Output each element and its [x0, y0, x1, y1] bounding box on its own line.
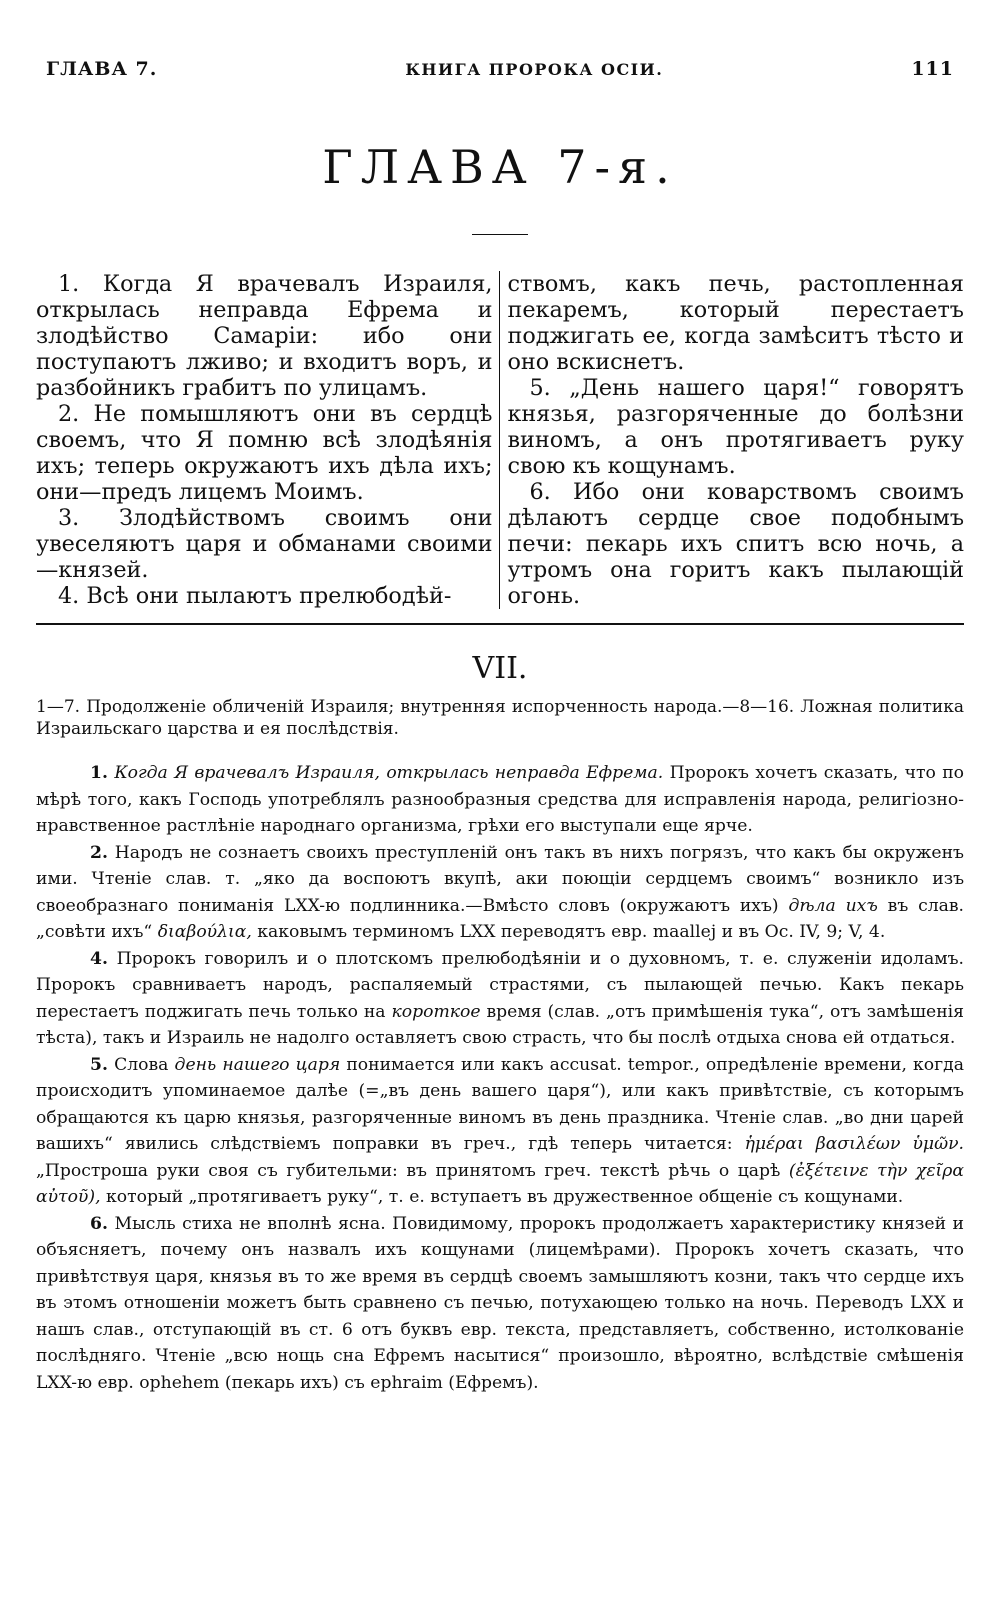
verse-5: 5. „День нашего царя!“ говорятъ князья, разгоряченные до болѣзни виномъ, а онъ протягиваетъ руку свою къ кощунамъ.	[507, 375, 964, 479]
commentary-verse-4	[36, 946, 964, 1052]
commentary-text: „Простроша руки своя съ губительми: въ принятомъ греч. текстѣ рѣчь о царѣ	[36, 1160, 781, 1181]
running-header	[36, 58, 964, 80]
verse-4: 4. Всѣ они пылаютъ прелюбодѣй-	[58, 583, 452, 609]
commentary	[36, 760, 964, 1396]
commentary-text: время (слав. „отъ примѣшенія тука“, отъ замѣшенія тѣста), такъ и Израиль не надолго оставляетъ свою страсть, что бы послѣ отдыха снова ей отдаться.	[36, 1001, 964, 1048]
commentary-text: который „протягиваетъ руку“, т. е. вступаетъ въ дружественное общеніе съ кощунами.	[106, 1187, 904, 1207]
verse-3: 3. Злодѣйствомъ своимъ они увеселяютъ царя и обманами своими—князей.	[36, 505, 493, 583]
commentary-greek: διαβούλια,	[157, 922, 252, 942]
commentary-text: каковымъ терминомъ LXX переводятъ евр. maallej и въ Ос. IV, 9; V, 4.	[257, 922, 886, 942]
header-chapter: ГЛАВА 7.	[46, 58, 158, 80]
commentary-number: 6.	[90, 1213, 108, 1234]
commentary-text: Пророкъ говорилъ и о плотскомъ прелюбодѣяніи и о духовномъ, т. е. служеніи идоламъ. Пророкъ сравниваетъ народъ, распаляемый страстями, съ пылающей печью. Какъ пекарь перестаетъ поджигать печь только на	[36, 948, 964, 1022]
page-number: 111	[911, 58, 954, 80]
commentary-greek: ἡμέραι βασιλέων ὑμῶν.	[744, 1134, 965, 1154]
commentary-text: Народъ не сознаетъ своихъ преступленій онъ такъ въ нихъ погрязъ, что какъ бы окруженъ ими. Чтеніе слав. т. „яко да воспоютъ вкупѣ, аки поющіи сердцемъ своимъ“ возникло изъ своеобразнаго пониманія LXX-ю подлинника.—Вмѣсто словъ (окружаютъ ихъ)	[36, 842, 964, 916]
commentary-italic: дѣла ихъ	[788, 895, 878, 916]
verse-2: 2. Не помышляютъ они въ сердцѣ своемъ, что Я помню всѣ злодѣянія ихъ; теперь окружаютъ ихъ дѣла ихъ; они—предъ лицемъ Моимъ.	[36, 401, 493, 505]
commentary-verse-5	[36, 1052, 964, 1211]
commentary-text: понимается или какъ accusat. tempor., опредѣленіе времени, когда происходитъ упоминаемое далѣе (=„въ день вашего царя“), или какъ привѣтствіе, съ которымъ обращаются къ царю князья, разгоряченные виномъ въ день праздника. Чтеніе слав. „во дни царей вашихъ“ явились слѣдствіемъ поправки въ греч., гдѣ теперь читается:	[36, 1054, 964, 1154]
verse-1: 1. Когда Я врачевалъ Израиля, открылась неправда Ефрема и злодѣйство Самаріи: ибо они поступаютъ лживо; и входитъ воръ, и разбойникъ грабитъ по улицамъ.	[36, 271, 493, 401]
verse-6: 6. Ибо они коварствомъ своимъ дѣлаютъ сердце свое подобнымъ печи: пекарь ихъ спитъ всю ночь, а утромъ она горитъ какъ пылающій огонь.	[507, 479, 964, 609]
commentary-text: Пророкъ хочетъ сказать, что по мѣрѣ того, какъ Господь употреблялъ разнообразныя средства для исправленія народа, религіозно-нравственное растлѣніе народнаго организма, грѣхи его выступали еще ярче.	[36, 763, 964, 836]
header-book-title: КНИГА ПРОРОКА ОСІИ.	[405, 60, 664, 79]
commentary-text: въ слав. „совѣти ихъ“	[36, 895, 965, 942]
section-number: VII.	[472, 651, 528, 686]
commentary-text: Слова	[114, 1054, 169, 1075]
commentary-number: 2.	[90, 842, 108, 863]
commentary-number: 1.	[90, 763, 108, 783]
title-divider	[472, 234, 528, 235]
scripture-text	[36, 271, 964, 609]
commentary-italic: короткое	[391, 1001, 481, 1022]
verse-4-continued: ствомъ, какъ печь, растопленная пекаремъ, который перестаетъ поджигать ее, когда замѣситъ тѣсто и оно вскиснетъ.	[507, 271, 964, 375]
scripture-column-right	[499, 271, 965, 609]
chapter-summary: 1—7. Продолженіе обличеній Израиля; внутренняя испорченность народа.—8—16. Ложная политика Израильскаго царства и ея послѣдствія.	[36, 697, 964, 739]
commentary-verse-6	[36, 1211, 964, 1397]
section-divider	[36, 623, 964, 625]
commentary-text: Мысль стиха не вполнѣ ясна. Повидимому, пророкъ продолжаетъ характеристику князей и объясняетъ, почему онъ назвалъ ихъ кощунами (лицемѣрами). Пророкъ хочетъ сказать, что привѣтствуя царя, князья въ то же время въ сердцѣ своемъ замышляютъ козни, такъ что сердце ихъ въ этомъ отношеніи можетъ быть сравнено съ печью, потухающею только на ночь. Переводъ LXX и нашъ слав., отступающій въ ст. 6 отъ буквъ евр. текста, представляетъ, собственно, истолкованіе послѣдняго. Чтеніе „всю нощь сна Ефремъ насытися“ произошло, вѣроятно, вслѣдствіе смѣшенія LXX-ю евр. ophehem (пекарь ихъ) съ ephraim (Ефремъ).	[36, 1213, 965, 1393]
scripture-column-left	[36, 271, 499, 609]
commentary-number: 4.	[90, 948, 108, 969]
commentary-verse-2	[36, 840, 964, 946]
commentary-verse-1	[36, 760, 964, 840]
commentary-greek: (ἐξέτεινε τὴν χεῖρα αὐτοῦ),	[36, 1160, 965, 1207]
chapter-title: ГЛАВА 7-я.	[322, 140, 678, 194]
commentary-italic: день нашего царя	[174, 1054, 341, 1075]
commentary-number: 5.	[90, 1054, 108, 1075]
commentary-lemma: Когда Я врачевалъ Израиля, открылась неправда Ефрема.	[114, 763, 664, 783]
